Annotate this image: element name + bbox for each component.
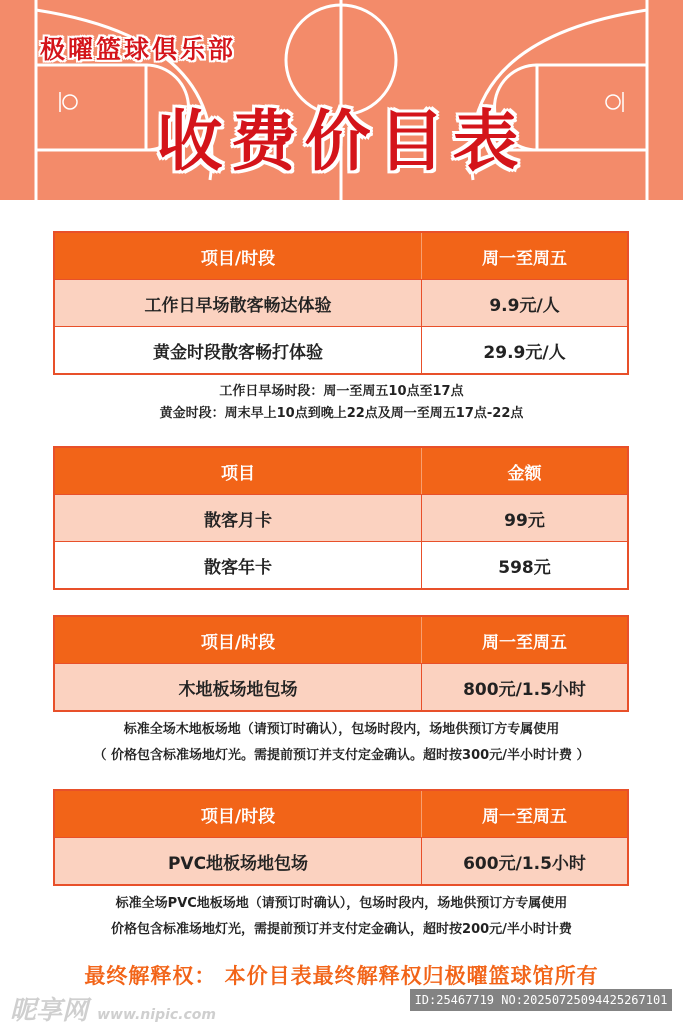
price-table-cards (53, 446, 629, 590)
header-item: 项目/时段 (55, 791, 422, 837)
table-row (55, 326, 627, 373)
site-watermark-name: 昵享网 (10, 996, 89, 1026)
footer-disclaimer: 最终解释权： 本价目表最终解释权归极曜篮球馆所有 (84, 964, 599, 988)
row-item: 木地板场地包场 (55, 664, 422, 710)
row-item: 散客月卡 (55, 495, 422, 541)
note-line: 标准全场木地板场地（请预订时确认），包场时段内，场地供预订方专属使用 (123, 722, 560, 737)
club-name: 极曜篮球俱乐部 (40, 35, 237, 64)
note-line: 黄金时段：周末早上10点到晚上22点及周一至周五17点-22点 (159, 406, 524, 421)
price-table-wood-floor (53, 615, 629, 712)
note-line: （ 价格包含标准场地灯光。需提前预订并支付定金确认。超时按300元/半小时计费 ） (93, 748, 590, 763)
price-table-pvc-floor (53, 789, 629, 886)
header-weekday: 周一至周五 (482, 806, 567, 827)
header-weekday: 周一至周五 (482, 632, 567, 653)
header-item: 项目 (55, 448, 422, 494)
header-amount: 金额 (507, 463, 542, 484)
page-title: 收费价目表 (156, 102, 527, 180)
row-item: 工作日早场散客畅达体验 (55, 280, 422, 326)
table-header-row (55, 233, 627, 279)
row-item: 散客年卡 (55, 542, 422, 588)
price-table-session (53, 231, 629, 375)
table-header-row (55, 791, 627, 837)
site-watermark-domain: www.nipic.com (97, 1007, 217, 1023)
header-item: 项目/时段 (55, 617, 422, 663)
row-item: 黄金时段散客畅打体验 (55, 327, 422, 373)
row-price: 29.9元/人 (483, 342, 566, 363)
row-price: 598元 (498, 557, 551, 578)
court-header (0, 0, 683, 200)
image-id-watermark: ID:25467719 NO:20250725094425267101 (410, 989, 672, 1011)
table-row (55, 279, 627, 326)
row-price: 9.9元/人 (489, 295, 560, 316)
table-row (55, 837, 627, 884)
header-weekday: 周一至周五 (482, 248, 567, 269)
site-watermark (10, 990, 216, 1027)
row-price: 99元 (504, 510, 545, 531)
table-header-row (55, 617, 627, 663)
table-row (55, 663, 627, 710)
note-line: 价格包含标准场地灯光，需提前预订并支付定金确认，超时按200元/半小时计费 (111, 922, 572, 937)
table-row (55, 494, 627, 541)
note-line: 工作日早场时段：周一至周五10点至17点 (219, 384, 464, 399)
header-item: 项目/时段 (55, 233, 422, 279)
table-header-row (55, 448, 627, 494)
row-price: 600元/1.5小时 (463, 853, 586, 874)
row-price: 800元/1.5小时 (463, 679, 586, 700)
table-row (55, 541, 627, 588)
row-item: PVC地板场地包场 (55, 838, 422, 884)
note-line: 标准全场PVC地板场地（请预订时确认），包场时段内，场地供预订方专属使用 (115, 896, 568, 911)
